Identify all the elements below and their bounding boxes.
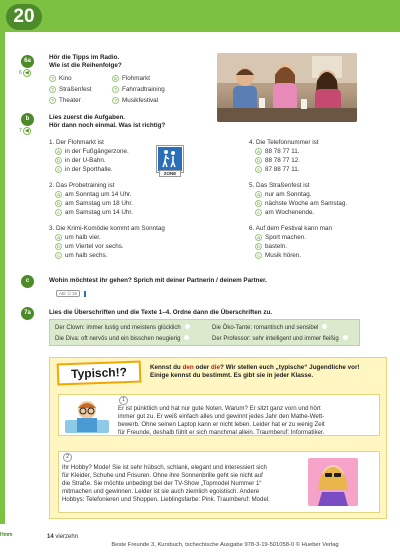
footer-page: 14 vierzehn: [47, 534, 79, 540]
instruction-6a-line2: Wie ist die Reihenfolge?: [49, 62, 122, 69]
option-strassenfest[interactable]: ? Straßenfest: [49, 86, 92, 94]
professor-cartoon-icon: [63, 398, 111, 434]
number-slot-icon: 5: [112, 75, 119, 82]
audio-track-6[interactable]: [19, 69, 31, 77]
answer-2c[interactable]: c am Samstag um 14 Uhr.: [55, 209, 133, 217]
text-2-line: die Straße. Sie möchte unbedingt bei der TV-Show „Topmodel Nummer 1“: [62, 480, 262, 487]
question-4: 4. Die Telefonnummer ist: [249, 139, 319, 146]
instruction-b-line1: Lies zuerst die Aufgaben.: [49, 114, 126, 121]
question-2: 2. Das Probetraining ist: [49, 182, 115, 189]
answer-1a[interactable]: a in der Fußgängerzone.: [55, 148, 129, 156]
answer-3b[interactable]: b um Viertel vor sechs.: [55, 243, 124, 251]
option-flohmarkt[interactable]: 5 Flohmarkt: [112, 75, 150, 83]
choice-a-icon: a: [55, 148, 62, 155]
pedestrian-icon: [158, 147, 181, 170]
answer-dot-icon: [322, 324, 327, 329]
number-slot-icon: ?: [49, 97, 56, 104]
choice-c-icon: c: [55, 252, 62, 259]
answer-3c[interactable]: c um halb sechs.: [55, 252, 107, 260]
instruction-b-line2: Hör dann noch einmal. Was ist richtig?: [49, 122, 166, 129]
answer-dot-icon: [184, 335, 189, 340]
answer-3a[interactable]: a um halb vier.: [55, 234, 101, 242]
answer-dot-icon: [343, 335, 348, 340]
question-6: 6. Auf dem Festival kann man: [249, 225, 332, 232]
answer-6b[interactable]: b basteln.: [255, 243, 287, 251]
answer-6a[interactable]: a Sport machen.: [255, 234, 306, 242]
exercise-label-7a: 7a: [21, 307, 34, 320]
text-1-number: 1: [119, 396, 128, 405]
option-musikfestival[interactable]: ? Musikfestival: [112, 97, 158, 105]
choice-b-icon: b: [255, 243, 262, 250]
instruction-c: Wohin möchtest ihr gehen? Sprich mit deiner Partnerin / deinem Partner.: [49, 277, 267, 284]
choice-c-icon: c: [255, 252, 262, 259]
number-slot-icon: ?: [49, 86, 56, 93]
page-number: 20: [6, 4, 42, 30]
sign-zone-label: ZONE: [159, 170, 181, 177]
typisch-intro: Kennst du den oder die? Wir stellen euch „typische“ Jugendliche vor! Einige kennst du bestimmt. Es gibt sie in jeder Klasse.: [150, 364, 360, 379]
choice-b-icon: b: [255, 200, 262, 207]
exercise-label-b: b: [21, 113, 34, 126]
choice-b-icon: b: [255, 157, 262, 164]
exercise-label-c: c: [21, 275, 34, 288]
side-label: Hmm: [0, 532, 13, 538]
text-2-line: Ihr Hobby? Mode! Sie ist sehr hübsch, schlank, elegant und interessiert sich: [62, 464, 267, 471]
choice-b-icon: b: [55, 157, 62, 164]
diva-cartoon-icon: [306, 456, 360, 508]
audio-icon: ◀: [23, 127, 31, 135]
page-header: [0, 0, 400, 32]
teens-photo: [217, 53, 357, 122]
number-slot-icon: ?: [112, 86, 119, 93]
answer-1c[interactable]: c in der Sporthalle.: [55, 166, 113, 174]
question-5: 5. Das Straßenfest ist: [249, 182, 310, 189]
answer-4c[interactable]: c 87 88 77 11.: [255, 166, 300, 174]
text-1-line: immer gut zu. Er weiß einfach alles und gewinnt jedes Jahr den Mathe-Wett-: [118, 413, 325, 420]
audio-icon: ◀: [23, 69, 31, 77]
audio-track-number: 6: [19, 70, 22, 76]
text-1-line: Er ist pünktlich und hat nur gute Noten. Warum? Er sitzt ganz vorn und hört: [118, 405, 321, 412]
choice-a-icon: a: [255, 191, 262, 198]
photo-illustration: [217, 53, 357, 122]
text-2-number: 2: [63, 453, 72, 462]
audio-track-number: 7: [19, 128, 22, 134]
instruction-6a-line1: Hör die Tipps im Radio.: [49, 54, 120, 61]
answer-1b[interactable]: b in der U-Bahn.: [55, 157, 106, 165]
text-2-line: Hobbys: Telefonieren und Shoppen. Lieblingsfarbe: Pink. Traumberuf: Model.: [62, 496, 270, 503]
choice-c-icon: c: [55, 166, 62, 173]
heading-diva[interactable]: Die Diva: oft nervös und ein bisschen neugierig: [55, 335, 193, 342]
option-theater[interactable]: ? Theater: [49, 97, 81, 105]
heading-oeko[interactable]: Die Öko-Tante: romantisch und sensibel: [212, 324, 331, 331]
footer-credit: Beste Freunde 3, Kursbuch, tschechische Ausgabe 978-3-19-501058-0 © Hueber Verlag: [111, 542, 339, 548]
pedestrian-zone-sign: [157, 146, 183, 172]
answer-5b[interactable]: b nächste Woche am Samstag.: [255, 200, 347, 208]
choice-c-icon: c: [255, 209, 262, 216]
answer-2a[interactable]: a am Sonntag um 14 Uhr.: [55, 191, 132, 199]
answer-4b[interactable]: b 88 78 77 12.: [255, 157, 300, 165]
text-2-line: für Kleider, Schuhe und Frisuren. Ohne ihre Sonnenbrille geht sie nicht auf: [62, 472, 263, 479]
answer-dot-icon: [185, 324, 190, 329]
typisch-title: Typisch!?: [70, 365, 128, 381]
choice-b-icon: b: [55, 243, 62, 250]
choice-a-icon: a: [255, 148, 262, 155]
option-fahrradtraining[interactable]: ? Fahrradtraining: [112, 86, 165, 94]
heading-clown[interactable]: Der Clown: immer lustig und meistens glücklich: [55, 324, 194, 331]
workbook-reference[interactable]: AB: Ü 16: [56, 291, 80, 296]
choice-b-icon: b: [55, 200, 62, 207]
typisch-title-tag: [57, 361, 142, 386]
answer-2b[interactable]: b am Samstag um 18 Uhr.: [55, 200, 133, 208]
exercise-label-6a: 6a: [21, 55, 34, 68]
option-kino[interactable]: ? Kino: [49, 75, 72, 83]
text-2-line: mitmachen und gewinnen. Leider ist sie auch ziemlich egoistisch. Andere: [62, 488, 260, 495]
number-slot-icon: ?: [112, 97, 119, 104]
answer-5c[interactable]: c am Wochenende.: [255, 209, 314, 217]
answer-5a[interactable]: a nur am Sonntag.: [255, 191, 312, 199]
headings-box: [49, 319, 360, 346]
text-1-line: für Freunde, deshalb fühlt er sich manchmal allein. Traumberuf: Informatiker.: [118, 429, 325, 436]
text-cursor: [84, 291, 86, 297]
audio-track-7[interactable]: [19, 127, 31, 135]
side-strip: [0, 32, 5, 524]
choice-a-icon: a: [255, 234, 262, 241]
choice-a-icon: a: [55, 191, 62, 198]
answer-4a[interactable]: a 88 78 77 11.: [255, 148, 300, 156]
question-3: 3. Die Krimi-Komödie kommt am Sonntag: [49, 225, 165, 232]
choice-c-icon: c: [255, 166, 262, 173]
instruction-7a: Lies die Überschriften und die Texte 1–4. Ordne dann die Überschriften zu.: [49, 309, 273, 316]
number-slot-icon: ?: [49, 75, 56, 82]
answer-6c[interactable]: c Musik hören.: [255, 252, 301, 260]
text-1-line: bewerb. Ohne seinen Laptop kann er nicht leben. Leider hat er zu wenig Zeit: [118, 421, 325, 428]
heading-professor[interactable]: Der Professor: sehr intelligent und immer fleißig: [212, 335, 352, 342]
choice-a-icon: a: [55, 234, 62, 241]
question-1: 1. Der Flohmarkt ist: [49, 139, 104, 146]
choice-c-icon: c: [55, 209, 62, 216]
